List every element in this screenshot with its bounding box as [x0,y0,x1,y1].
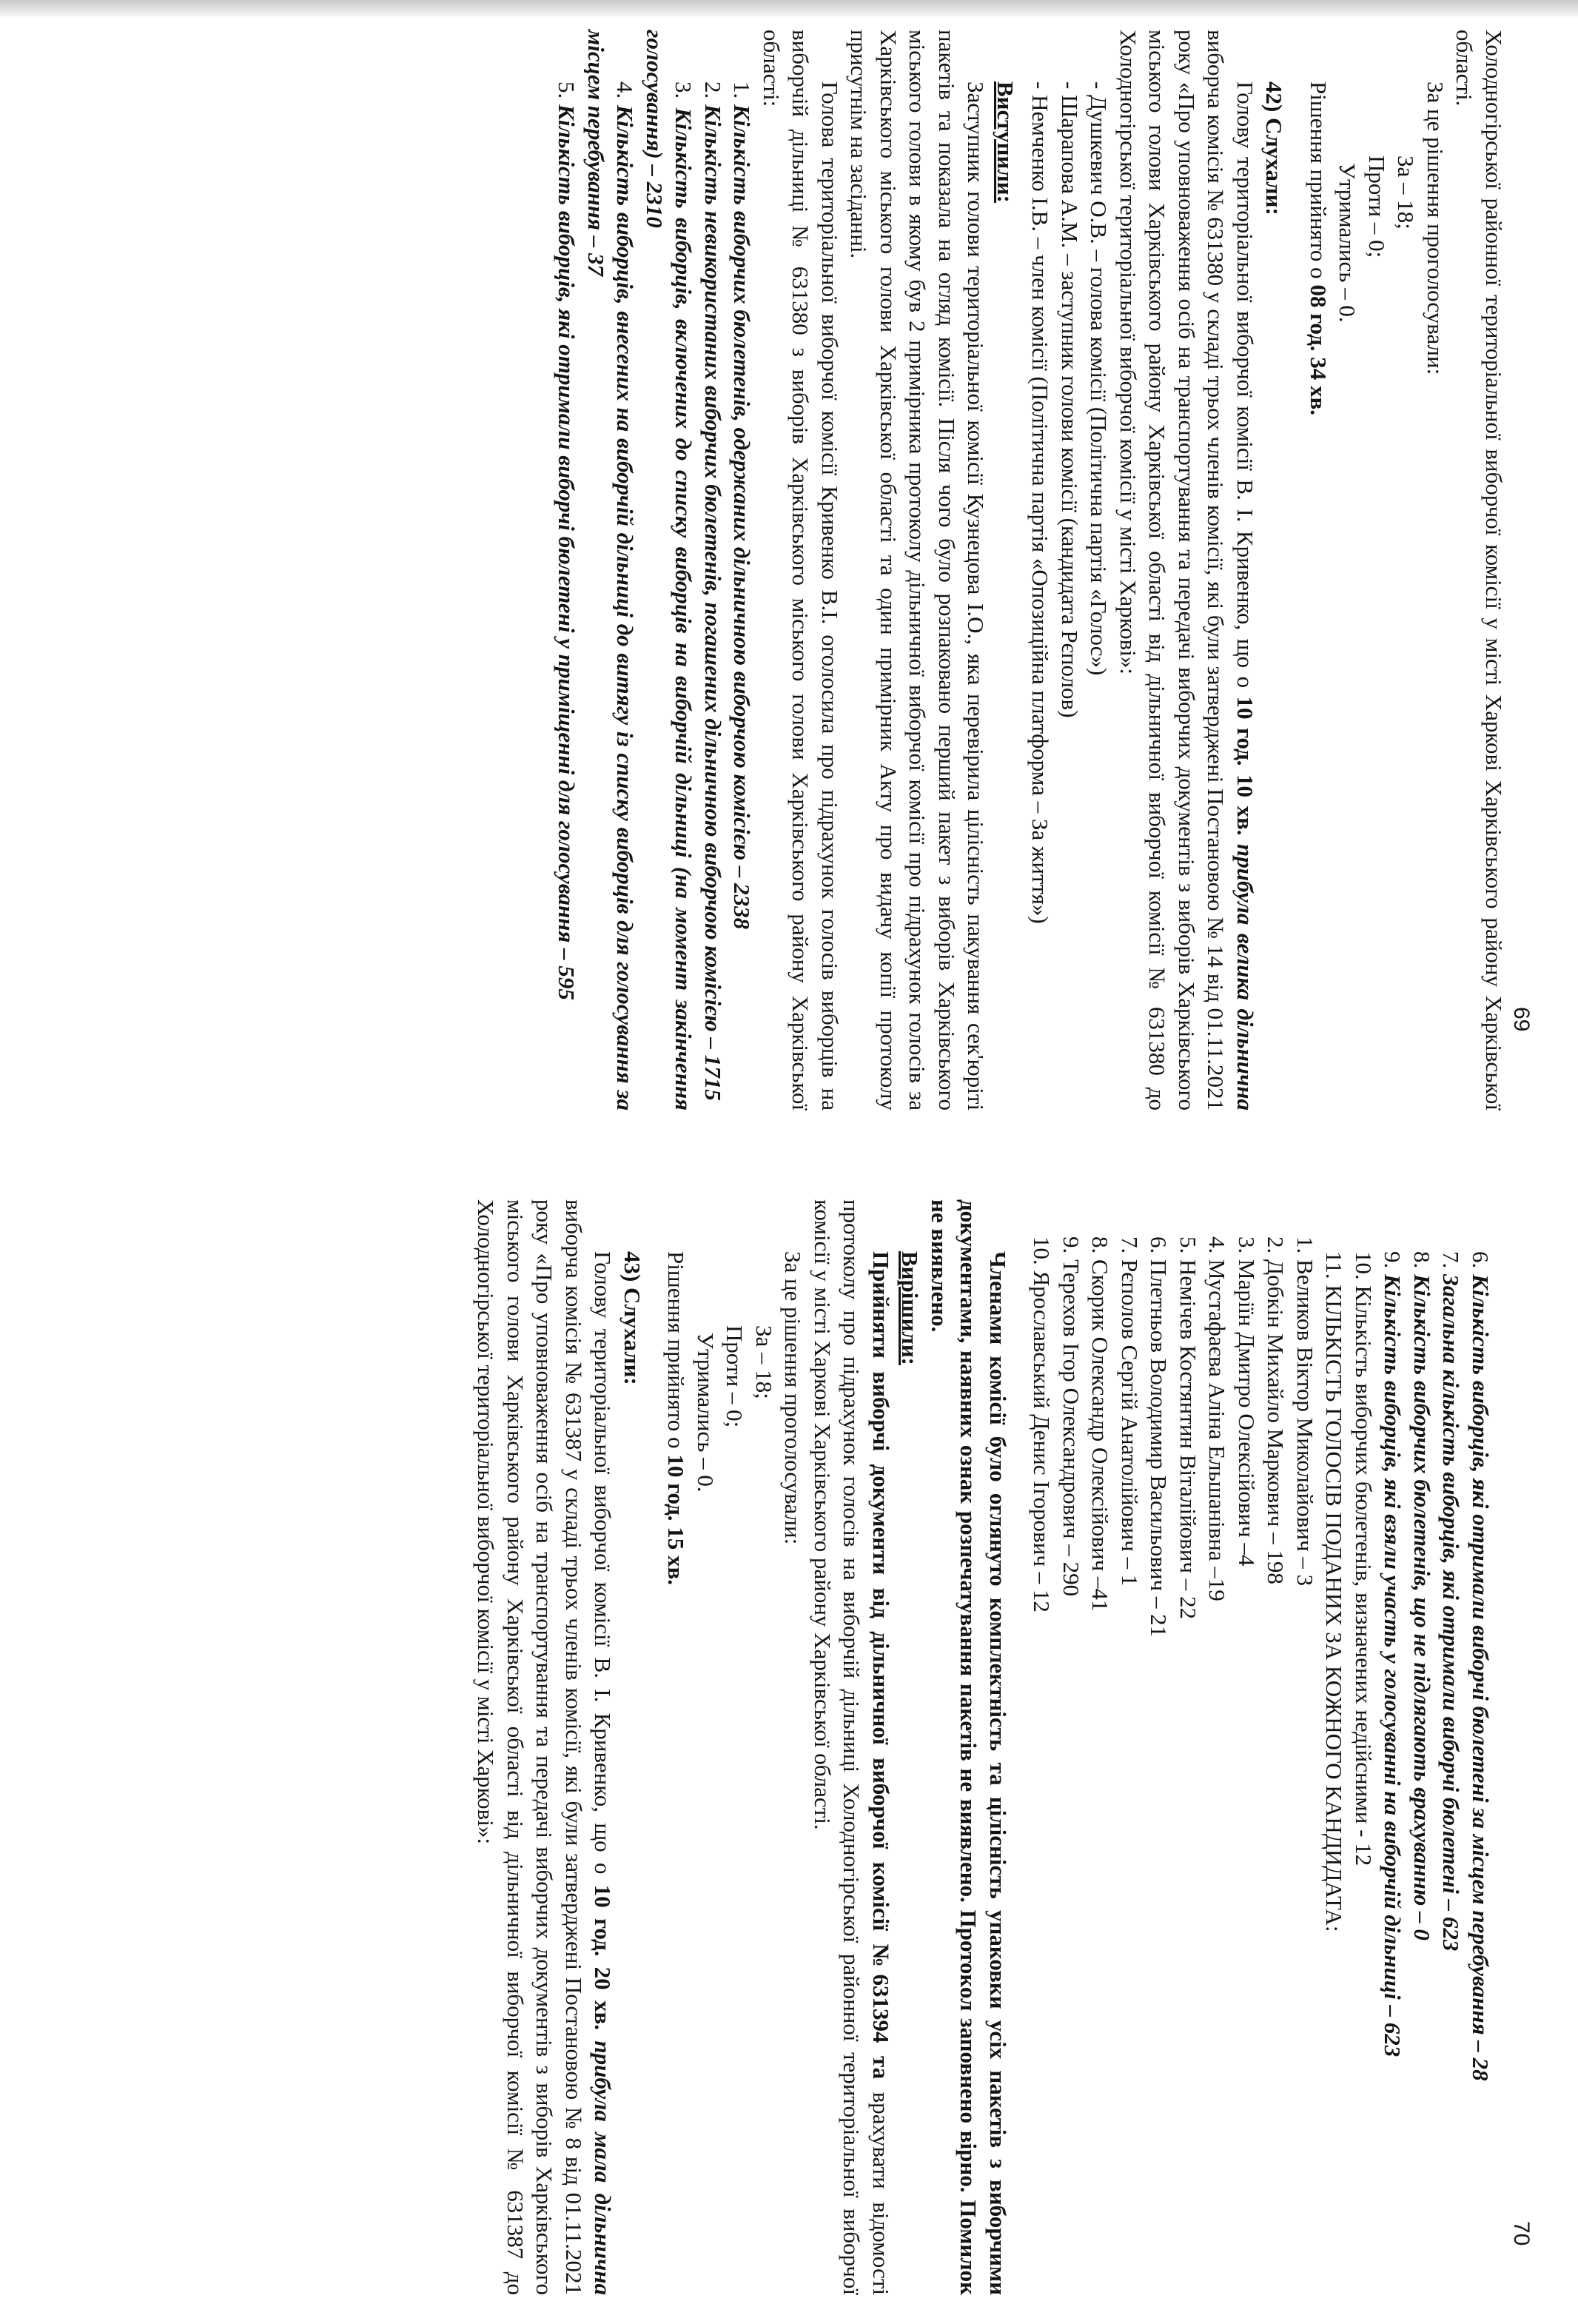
heard-text-3: виборча комісія № 631380 у складі трьох членів комісії, які були затверджені Постановою № 14 від 01.11.2021 року «Про уповноваження осіб на транспортування та передачі виборчих документів з виборів Харківського міського голови Харківського району Харківської області від дільничної виборчої комісії № 631380 до Холодногірської територіальної виборчої комісії у місті Харкові»: [1115,30,1229,1111]
heard-bold: прибула мала дільнична [590,2040,617,2296]
candidate-item: 5. Немічев Костянтин Віталійович – 22 [1175,1236,1201,1619]
stat-number: 2. [700,81,726,99]
stat-item [640,30,699,1111]
stat-item [1466,1199,1496,2295]
stat-item [552,30,582,1111]
candidate-item: 4. Мустафаєва Аліна Ельшанівна –19 [1204,1236,1231,1601]
heard-text-2 [1232,836,1258,845]
heard-text-2 [591,2030,617,2040]
stat-text: Кількість виборчих бюлетенів, що не підлягають врахуванню – 0 [1409,1274,1435,1940]
vote-for: За – 18; [751,1325,777,1399]
candidate-item: 10. Ярославський Денис Ігорович – 12 [1029,1236,1055,1613]
candidate-item: 7. Рєполов Сергій Анатолійович – 1 [1117,1236,1143,1587]
stat-number: 5. [554,81,580,99]
decided-bold: Прийняти виборчі документи від дільничної виборчої комісії №631394 та [868,1251,894,2080]
stat-text: Кількість виборців, які взяли участь у голосуванні на виборчій дільниці – 623 [1380,1274,1406,2057]
page-70 [0,1199,1578,2295]
decided-text: врахувати відомості протоколу про підрахунок голосів на виборчій дільниці Холодногірської районної територіальної виборчої комісії у місті Харкові Харківського району Харківської області. [810,1199,894,2295]
stat-item [699,30,728,1111]
stat-number: 1. [729,81,756,99]
heard-time: 10 год. 10 хв. [1232,696,1258,836]
heard-time: 10 год. 20 хв. [590,1884,617,2031]
page-number: 69 [1509,1007,1534,1032]
spoke-paragraph: Заступник голови територіальної комісії Кузнецова І.О., яка перевірила цілісність пакування сек'юріті пакетів та показала на огляд комісії. Після чого було розпаковано перший пакет з виборів Харківського міського голови в якому був 2 примірника протоколу дільничної виборчої комісії про підрахунок голосів за Харківського міського голови Харківської області та один примірник Акту про видачу копії протоколу присутнім на засіданні. [846,30,990,1111]
candidate-item: 1. Великов Віктор Миколайович – 3 [1292,1236,1318,1587]
vote-for: За – 18; [1393,155,1420,230]
decided-paragraph [808,1199,896,2295]
stat-text: Кількість невикористаних виборчих бюлетенів, погашених дільничною виборчою комісією – 1715 [700,104,726,1101]
member-text: Душкевич О.В. – голова комісії (Політична партія «Голос») [1086,95,1112,676]
decision-time-value: 10 год. 15 хв. [663,1454,690,1586]
decided-heading: Вирішили: [897,1251,924,1366]
candidate-item: 6. Плетньов Володимир Васильович – 21 [1146,1236,1172,1638]
page-69 [0,30,1578,1111]
candidate-item: 9. Терехов Ігор Олександрович – 290 [1058,1236,1084,1597]
stat-text: Кількість виборців, які отримали виборчі бюлетені за місцем перебування – 28 [1468,1274,1494,2081]
page-number: 70 [1509,2221,1534,2246]
decision-time-value: 08 год. 34 хв. [1306,284,1332,416]
stat-item [1437,1199,1466,2295]
candidate-item: 8. Скорик Олександр Олексійович –41 [1087,1236,1114,1612]
heard-text-1: Голову територіальної виборчої комісії В. І. Кривенко, що о [590,1251,617,1885]
stat-item [728,30,757,1111]
candidates-heading: 11. КІЛЬКІСТЬ ГОЛОСІВ ПОДАНИХ ЗА КОЖНОГО КАНДИДАТА: [1321,1251,1348,1932]
vote-against: Проти – 0; [722,1325,748,1428]
heard-text-1: Голову територіальної виборчої комісії В. І. Кривенко, що о [1232,81,1258,697]
decision-time [1304,30,1334,1111]
candidate-item: 2. Добкін Михайло Маркович – 198 [1263,1236,1289,1584]
stat-text: Кількість виборчих бюлетенів, одержаних дільничною виборчою комісією – 2338 [729,104,756,930]
stat-number: 7. [1438,1251,1465,1269]
stat-item [1408,1199,1437,2295]
stat-number: 6. [1468,1251,1494,1269]
check-paragraph: Членами комісії було оглянуто комплектність та цілісність упаковки усіх пакетів з виборчими документами, наявних ознак розпечатування пакетів не виявлено. Протокол заповнено вірно. Помилок не виявлено. [927,1199,1011,2295]
stat-number: 8. [1409,1251,1435,1269]
stat-item [1349,1199,1379,2295]
spoke-heading: Виступили: [993,81,1018,203]
stat-text: Кількість виборців, включених до списку виборців на виборчій дільниці (на момент закінчення голосування) – 2310 [642,30,697,1111]
stat-number: 9. [1380,1251,1406,1269]
stat-text: Кількість виборців, внесених на виборчій дільниці до витягу із списку виборців для голосування за місцем перебування – 37 [583,30,639,1111]
candidate-item: 3. Маріїн Дмитро Олексійович –4 [1234,1236,1260,1567]
heard-text-3: виборча комісія № 631387 у складі трьох членів комісії, які були затверджені Постановою № 8 від 01.11.2021 року «Про уповноваження осіб на транспортування та передачі виборчих документів з виборів Харківського міського голови Харківського району Харківської області від дільничної виборчої комісії № 631387 до Холодногірської територіальної виборчої комісії у місті Харкові»: [473,1199,587,2295]
stat-item [582,30,640,1111]
header-continuation: Холодногірської районної територіальної виборчої комісії у місті Харкові Харківського району Харківської області. [1451,30,1507,1111]
stat-text: Загальна кількість виборців, які отримали виборчі бюлетені – 623 [1438,1274,1465,1952]
member-text: Шарапова А.М. – заступник голови комісії (кандидата Рєполов) [1057,95,1083,718]
vote-intro: За це рішення проголосували: [1423,81,1448,375]
vote-against: Проти – 0; [1364,155,1390,258]
vote-abstain: Утримались – 0. [1334,163,1361,323]
decision-time-prefix: Рішення прийнято о [663,1251,690,1455]
chair-paragraph: Голова територіальної виборчої комісії Кривенко В.І. оголосила про підрахунок голосів виборців на виборчій дільниці № 631380 з виборів Харківського міського голови Харківського району Харківської області: [759,30,843,1111]
stat-text: Кількість виборчих бюлетенів, визначених недійсними - 12 [1351,1285,1377,1866]
item-heading: 43) Слухали: [620,1251,645,1385]
heard-bold: прибула велика дільнична [1232,844,1258,1111]
stat-number: 10. [1351,1251,1377,1280]
stat-number: 3. [671,81,697,99]
page-body [471,1199,1495,2295]
page-body [552,30,1508,1111]
stat-text: Кількість виборців, які отримали виборчі бюлетені у приміщенні для голосування – 595 [554,104,580,1000]
heard-paragraph [471,1199,618,2295]
decision-time-prefix: Рішення прийнято о [1306,81,1332,285]
stat-number: 4. [612,81,639,99]
member-item: - Шарапова А.М. – заступник голови комісії (кандидата Рєполов) [1057,81,1083,718]
vote-intro: За це рішення проголосували: [780,1251,807,1545]
member-text: Немченко І.В. – член комісії (Політична партія «Опозиційна платформа – За життя») [1027,95,1054,924]
decision-time [662,1199,691,2295]
member-item: - Душкевич О.В. – голова комісії (Політична партія «Голос») [1086,81,1112,676]
item-heading: 42) Слухали: [1261,81,1288,215]
member-item: - Немченко І.В. – член комісії (Політична партія «Опозиційна платформа – За життя») [1027,81,1054,924]
stat-item [1378,1199,1408,2295]
heard-paragraph [1114,30,1260,1111]
vote-abstain: Утримались – 0. [693,1333,719,1493]
